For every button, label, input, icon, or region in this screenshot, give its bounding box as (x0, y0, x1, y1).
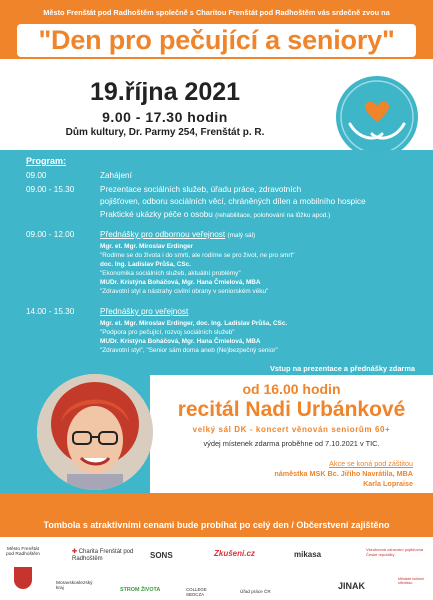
sponsor-logos (0, 537, 433, 600)
sponsor-mesto: Město Frenštát pod Radhoštěm (6, 547, 40, 557)
lecture-line: MUDr. Kristýna Boháčová, Mgr. Hana Čmielová, MBA (100, 338, 261, 345)
sponsor-charita: ✚ Charita Frenštát pod Radhoštěm (72, 549, 134, 562)
patron-line-2: náměstka MSK Bc. Jiřího Navrátila, MBA (274, 469, 413, 478)
lecture-line: Mgr. et. Mgr. Miroslav Erdinger (100, 243, 194, 250)
program-text-1: Zahájení (100, 171, 132, 180)
lecture-line: MUDr. Kristýna Boháčová, Mgr. Hana Čmielová, MBA (100, 279, 261, 286)
program-time-1: 09.00 (26, 171, 47, 180)
tombola-bar (0, 493, 433, 537)
singer-photo (37, 374, 153, 490)
program-time-3: 09.00 - 12.00 (26, 230, 75, 239)
event-date: 19.října 2021 (89, 78, 241, 106)
recital-subtitle: velký sál DK - koncert věnován seniorům 60+ (192, 425, 391, 434)
sponsor-strom: STROM ŽIVOTA (120, 587, 161, 593)
lecture-line: "Rodíme se do života i do smrti, ale rodíme se pro život, ne pro smrt" (100, 252, 295, 259)
pomahame-logo (336, 76, 418, 158)
program-time-4: 14.00 - 15.30 (26, 307, 75, 316)
patron-line-3: Karla Lopraise (363, 479, 413, 488)
lecture-line: doc. Ing. Ladislav Průša, CSc. (100, 261, 191, 268)
sponsor-zkuseni: Zkušeni.cz (214, 549, 255, 558)
tombola-text: Tombola s atraktivními cenami bude probíhat po celý den / Občerstvení zajištěno (43, 520, 390, 530)
sponsor-jinak: JINAK (338, 581, 366, 591)
program-text-2a: Prezentace sociálních služeb, úřadu práce, zdravotních (100, 185, 302, 194)
event-time: 9.00 - 17.30 hodin (102, 109, 228, 125)
program-text-2b: pojišťoven, odboru sociálních věcí, chráněných dílen a mobilního hospice (100, 197, 366, 206)
portrait-illustration (37, 374, 153, 490)
lecture-title-public: Přednášky pro veřejnost (100, 307, 189, 316)
lecture-note-pro: (malý sál) (227, 232, 256, 239)
program-text-2c (100, 210, 330, 219)
program-extra: Praktické ukázky péče o osobu (100, 210, 213, 219)
event-title: "Den pro pečující a seniory" (38, 25, 395, 55)
recital-name: recitál Nadi Urbánkové (177, 398, 406, 421)
sponsor-msk: Moravskoslezský kraj (56, 581, 93, 591)
sponsor-charita-name: Charita Frenštát pod Radhoštěm (72, 549, 134, 562)
hands-heart-icon (336, 76, 418, 158)
event-venue: Dům kultury, Dr. Parmy 254, Frenštát p. R. (65, 127, 265, 138)
lecture-title-pro: Přednášky pro odbornou veřejnost (100, 230, 226, 239)
sponsor-mikasa: mikasa (294, 550, 322, 559)
program-time-2: 09.00 - 15.30 (26, 185, 75, 194)
lecture-line: "Zdravotní styl", "Senior sám doma aneb (Ne)bezpečný senior" (100, 347, 278, 354)
recital-tickets: výdej místenek zdarma proběhne od 7.10.2021 v TIC. (203, 439, 380, 448)
patron-line-1: Akce se koná pod záštitou (329, 459, 413, 468)
program-heading: Program: (26, 156, 67, 166)
lecture-line: "Podpora pro pečující, rozvoj sociálních služeb" (100, 329, 235, 336)
sponsor-mks: Městské kulturní středisko (398, 577, 425, 586)
recital-time: od 16.00 hodin (242, 381, 341, 397)
lecture-line: "Zdravotní styl a nástrahy civilní obrany v seniorském věku" (100, 288, 269, 295)
program-extra-note: (rehabilitace, polohování na lůžku apod.) (215, 212, 331, 219)
sponsor-vzp: Všeobecná zdravotní pojišťovna České republiky (366, 547, 424, 557)
invitation-line: Město Frenštát pod Radhoštěm společně s Charitou Frenštát pod Radhoštěm vás srdečně zvou na (43, 8, 390, 17)
sponsor-college: COLLEGE SBOCZA (186, 587, 207, 597)
lecture-line: "Ekonomika sociálních služeb, aktuální problémy" (100, 270, 241, 277)
sponsor-sons: SONS (150, 551, 173, 560)
program-title-3 (100, 230, 255, 239)
sponsor-urad-prace: Úřad práce ČR (240, 589, 271, 594)
free-entry-note: Vstup na prezentace a přednášky zdarma (270, 364, 415, 373)
town-crest-icon (14, 567, 32, 589)
lecture-line: Mgr. et. Mgr. Miroslav Erdinger, doc. Ing. Ladislav Průša, CSc. (100, 320, 288, 327)
title-box (17, 24, 416, 57)
